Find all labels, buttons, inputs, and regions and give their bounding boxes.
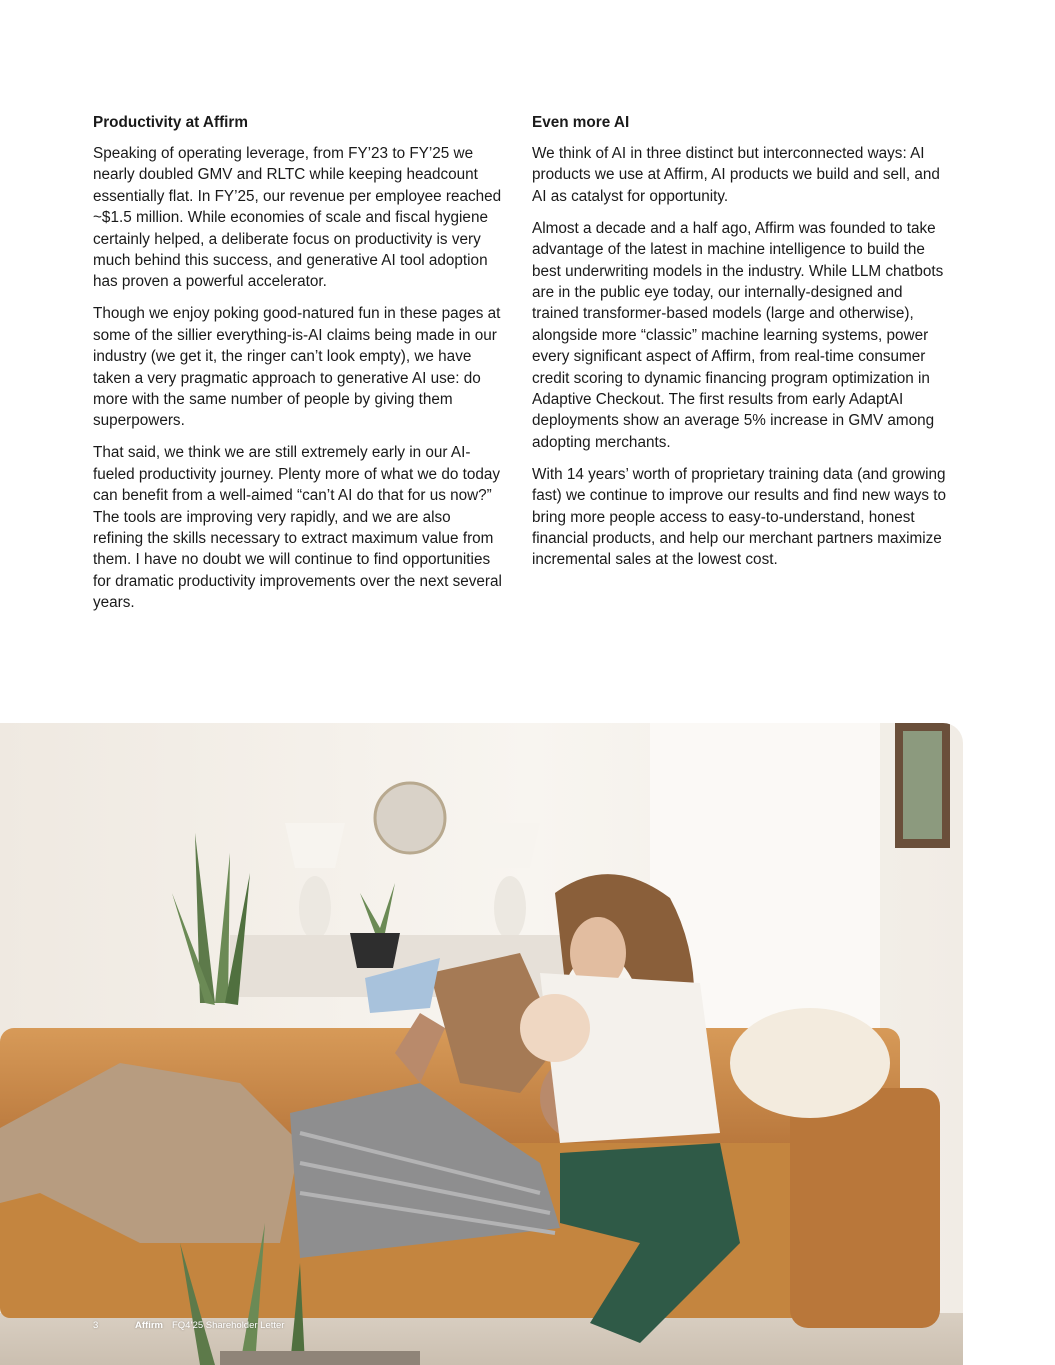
right-column xyxy=(532,112,952,581)
paragraph: With 14 years’ worth of proprietary training data (and growing fast) we continue to improve our results and find new ways to bring more people access to easy-to-understand, honest financial products, and help our merchant partners maximize incremental sales at the lowest cost. xyxy=(532,465,947,569)
paragraph: We think of AI in three distinct but interconnected ways: AI products we use at Affirm, AI products we build and sell, and AI as catalyst for opportunity. xyxy=(532,145,940,205)
paragraph: That said, we think we are still extremely early in our AI-fueled productivity journey. Plenty more of what we do today can benefit from a well-aimed “can’t AI do that for us now?” The tools are improving very rapidly, and we are also refining the skills necessary to extract maximum value from them. I have no doubt we will continue to find opportunities for dramatic productivity improvements over the next several years. xyxy=(93,444,502,612)
left-column xyxy=(93,112,505,624)
document-title: FQ4’25 Shareholder Letter xyxy=(171,1319,285,1331)
page-footer xyxy=(93,1318,284,1332)
paragraph: Speaking of operating leverage, from FY’23 to FY’25 we nearly doubled GMV and RLTC while keeping headcount essentially flat. In FY’25, our revenue per employee reached ~$1.5 million. While economies of scale and fiscal hygiene certainly helped, a deliberate focus on productivity is very much behind this success, and generative AI tool adoption has proven a powerful accelerator. xyxy=(93,145,502,291)
section-heading-even-more-ai: Even more AI xyxy=(532,114,630,131)
paragraph: Though we enjoy poking good-natured fun in these pages at some of the sillier everything-is-AI claims being made in our industry (we get it, the ringer can’t look empty), we have taken a very pragmatic approach to generative AI use: do more with the same number of people by giving them superpowers. xyxy=(93,305,501,430)
brand-name: Affirm xyxy=(135,1319,163,1331)
section-heading-productivity: Productivity at Affirm xyxy=(93,114,248,131)
page-number: 3 xyxy=(93,1319,99,1331)
paragraph: Almost a decade and a half ago, Affirm was founded to take advantage of the latest in machine intelligence to build the best underwriting models in the industry. While LLM chatbots are in the public eye today, our internally-designed and trained transformer-based models (large and otherwise), alongside more “classic” machine learning systems, power every significant aspect of Affirm, from real-time consumer credit scoring to dynamic financing program optimization in Adaptive Checkout. The first results from early AdaptAI deployments show an average 5% increase in GMV among adopting merchants. xyxy=(532,219,944,451)
family-on-sofa-photo xyxy=(0,723,963,1365)
